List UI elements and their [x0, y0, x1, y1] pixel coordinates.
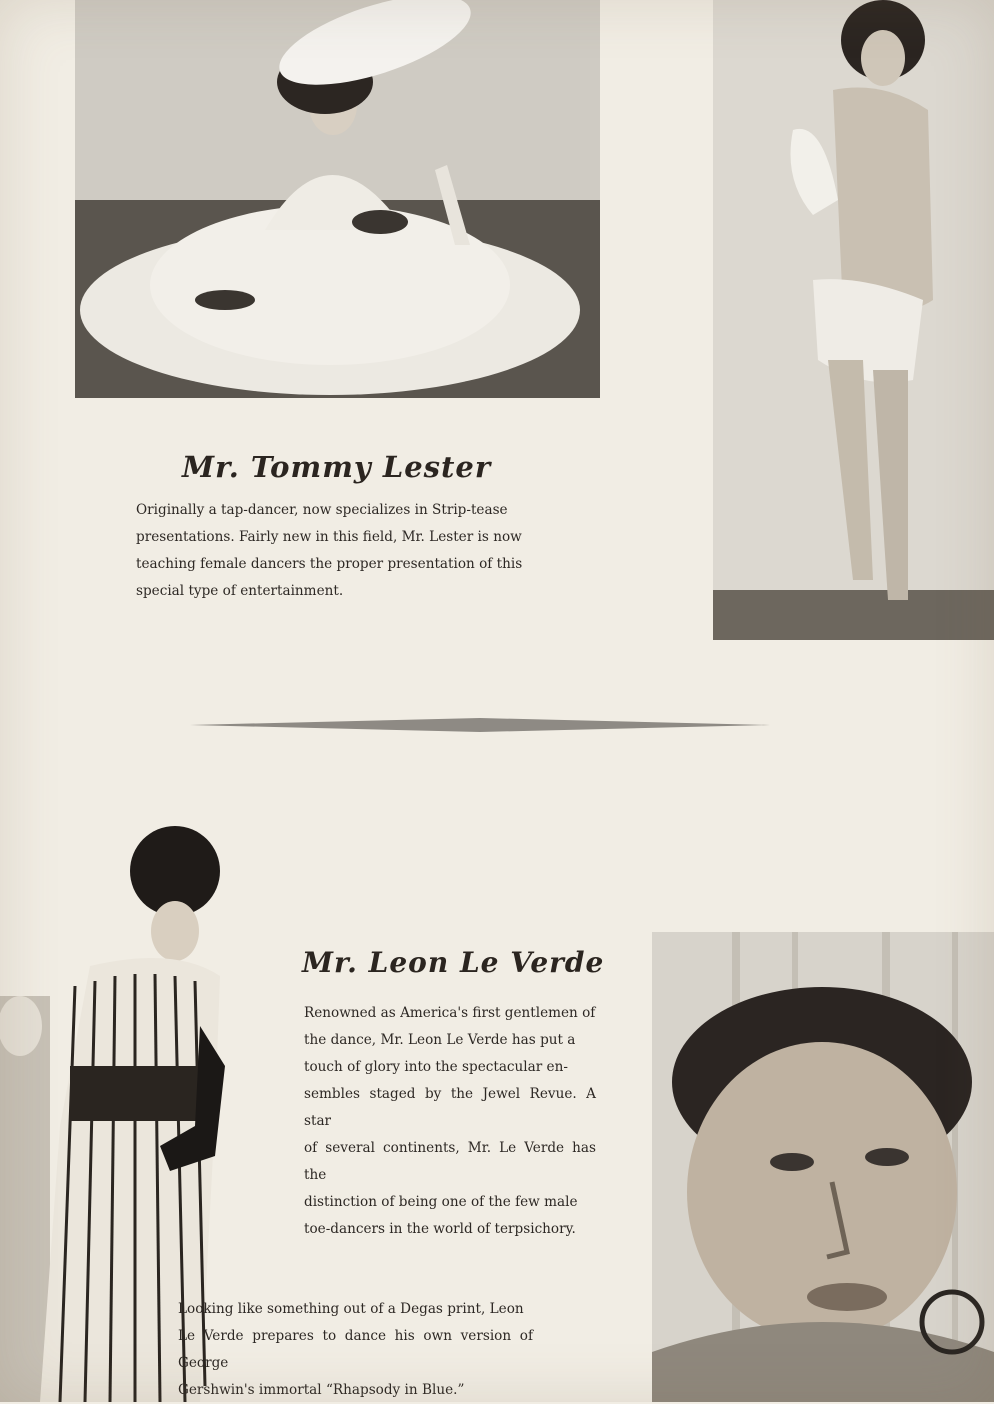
- text-line: Le Verde prepares to dance his own version of George: [178, 1328, 533, 1371]
- text-line: special type of entertainment.: [136, 583, 344, 599]
- text-line: Gershwin's immortal “Rhapsody in Blue.”: [178, 1382, 465, 1398]
- text-line: the dance, Mr. Leon Le Verde has put a: [304, 1032, 576, 1048]
- photo-woman-in-gown: [75, 0, 600, 398]
- text-line: teaching female dancers the proper presentation of this: [136, 556, 523, 572]
- text-line: of several continents, Mr. Le Verde has the: [304, 1140, 596, 1183]
- photo-showgirl: [713, 0, 994, 640]
- text-line: Renowned as America's first gentlemen of: [304, 1005, 596, 1021]
- text-line: distinction of being one of the few male: [304, 1194, 578, 1210]
- text-line: sembles staged by the Jewel Revue. A star: [304, 1086, 596, 1129]
- heading-tommy-lester: Mr. Tommy Lester: [182, 450, 492, 484]
- decorative-divider: [190, 716, 770, 734]
- heading-leon-le-verde: Mr. Leon Le Verde: [302, 946, 605, 979]
- text-line: toe-dancers in the world of terpsichory.: [304, 1221, 576, 1237]
- text-line: presentations. Fairly new in this field, Mr. Lester is now: [136, 529, 522, 545]
- photo-leverde-portrait: [652, 932, 994, 1402]
- text-line: Looking like something out of a Degas print, Leon: [178, 1301, 524, 1317]
- text-line: touch of glory into the spectacular en-: [304, 1059, 568, 1075]
- bio-leon-le-verde: [304, 1000, 596, 1243]
- bio-tommy-lester: [136, 497, 526, 605]
- text-line: Originally a tap-dancer, now specializes in Strip-tease: [136, 502, 508, 518]
- photo-caption-leverde: [178, 1296, 533, 1404]
